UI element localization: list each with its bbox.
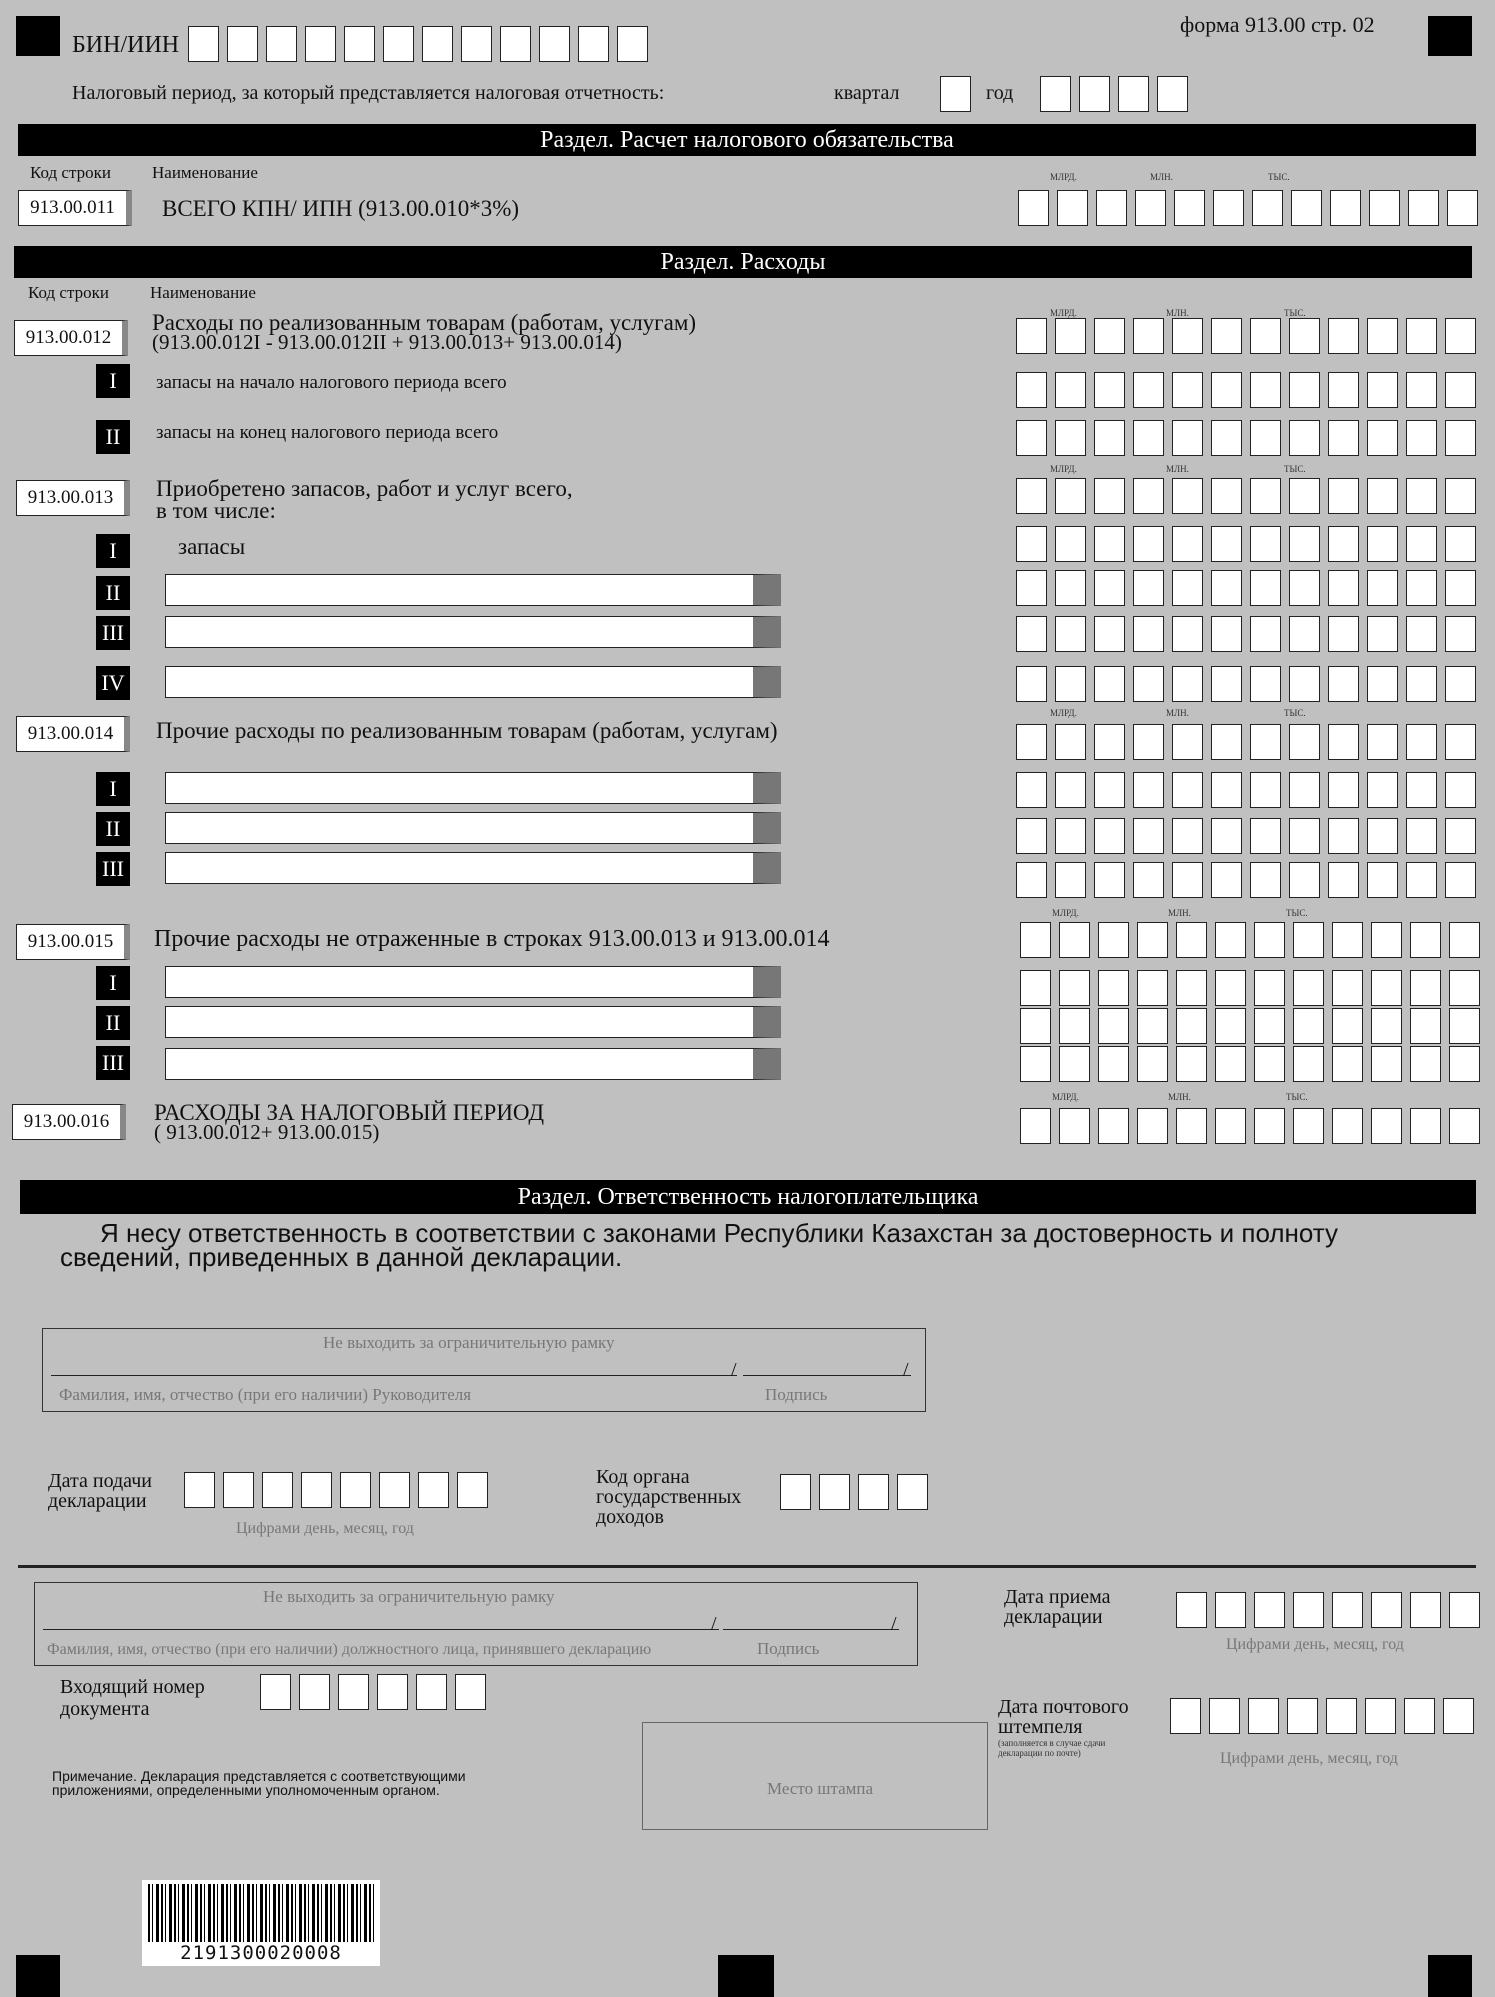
row-name-016-line1: РАСХОДЫ ЗА НАЛОГОВЫЙ ПЕРИОД	[154, 1100, 545, 1125]
date-submit-label-2: декларации	[48, 1490, 147, 1512]
amount-input-013-iv[interactable]	[1016, 666, 1484, 702]
text-input-014-ii[interactable]	[165, 812, 781, 844]
amount-input-013-ii[interactable]	[1016, 570, 1484, 606]
scale-tys-013: ТЫС.	[1284, 464, 1306, 474]
scale-tys-016: ТЫС.	[1286, 1092, 1308, 1102]
quarter-input[interactable]	[940, 76, 979, 112]
note-line-1: Примечание. Декларация представляется с соответствующими	[52, 1768, 466, 1784]
text-input-013-iii[interactable]	[165, 616, 781, 648]
roman-015-i: I	[96, 966, 130, 1000]
org-code-input[interactable]	[780, 1474, 936, 1510]
section-calc-title: Раздел. Расчет налогового обязательства	[18, 124, 1476, 156]
amount-input-012-ii[interactable]	[1016, 420, 1484, 456]
row-code-015: 913.00.015	[16, 924, 130, 960]
post-date-note-2: декларации по почте)	[998, 1748, 1081, 1758]
amount-input-015-iii[interactable]	[1020, 1046, 1488, 1082]
digits-note-3: Цифрами день, месяц, год	[1220, 1750, 1398, 1767]
text-input-014-i[interactable]	[165, 772, 781, 804]
row-name-013-line2: в том числе:	[156, 498, 276, 523]
amount-input-014-ii[interactable]	[1016, 818, 1484, 854]
amount-input-015-ii[interactable]	[1020, 1008, 1488, 1044]
frame2-fio-caption: Фамилия, имя, отчество (при его наличии) должностного лица, принявшего декларацию	[47, 1641, 652, 1658]
amount-input-013-iii[interactable]	[1016, 616, 1484, 652]
col-name-header: Наименование	[152, 163, 258, 182]
roman-015-iii: III	[96, 1046, 130, 1080]
incoming-number-label-2: документа	[60, 1698, 150, 1720]
roman-015-ii: II	[96, 1006, 130, 1040]
section-expenses-title: Раздел. Расходы	[14, 246, 1472, 278]
post-date-input[interactable]	[1170, 1698, 1482, 1734]
row-code-016: 913.00.016	[12, 1104, 126, 1140]
post-date-note-1: (заполняется в случае сдачи	[998, 1738, 1106, 1748]
amount-input-016[interactable]	[1020, 1108, 1488, 1144]
roman-014-iii: III	[96, 852, 130, 886]
text-input-015-iii[interactable]	[165, 1048, 781, 1080]
note-line-2: приложениями, определенными уполномоченным органом.	[52, 1782, 440, 1798]
stamp-area	[642, 1722, 988, 1830]
incoming-number-label-1: Входящий номер	[60, 1676, 205, 1698]
org-code-label-1: Код органа	[596, 1466, 690, 1488]
roman-012-ii: II	[96, 420, 130, 454]
quarter-label: квартал	[834, 82, 900, 104]
row-012-i-text: запасы на начало налогового периода всего	[156, 372, 507, 393]
scale-mlrd-014: МЛРД.	[1050, 708, 1077, 718]
amount-input-014-i[interactable]	[1016, 772, 1484, 808]
barcode	[142, 1880, 380, 1966]
row-012-ii-text: запасы на конец налогового периода всего	[156, 422, 499, 443]
roman-013-iii: III	[96, 616, 130, 650]
date-submit-label-1: Дата подачи	[48, 1470, 153, 1492]
frame1-note: Не выходить за ограничительную рамку	[323, 1333, 615, 1352]
text-input-013-iv[interactable]	[165, 666, 781, 698]
row-name-013-line1: Приобретено запасов, работ и услуг всего,	[156, 476, 573, 501]
resp-statement-line1: Я несу ответственность в соответствии с законами Республики Казахстан за достоверность и полноту	[100, 1218, 1339, 1248]
amount-input-012-i[interactable]	[1016, 372, 1484, 408]
bin-input[interactable]	[188, 26, 656, 62]
scale-mln-014: МЛН.	[1166, 708, 1189, 718]
scale-mlrd-012: МЛРД.	[1050, 308, 1077, 318]
col-code-header: Код строки	[30, 163, 111, 182]
scale-mlrd-015: МЛРД.	[1052, 908, 1079, 918]
col-name-header-2: Наименование	[150, 283, 256, 302]
row-name-012-line2: (913.00.012I - 913.00.012II + 913.00.013+ 913.00.014)	[152, 330, 622, 354]
receive-date-input[interactable]	[1176, 1592, 1488, 1628]
scale-mlrd-013: МЛРД.	[1050, 464, 1077, 474]
roman-013-ii: II	[96, 576, 130, 610]
head-signature-input[interactable]	[743, 1355, 911, 1376]
org-code-label-2: государственных	[596, 1486, 742, 1508]
date-recv-label-2: декларации	[1004, 1606, 1103, 1628]
date-recv-label-1: Дата приема	[1004, 1586, 1111, 1608]
frame1-sign-caption: Подпись	[765, 1385, 828, 1404]
col-code-header-2: Код строки	[28, 283, 109, 302]
org-code-label-3: доходов	[596, 1506, 664, 1528]
roman-012-i: I	[96, 364, 130, 398]
frame1-fio-caption: Фамилия, имя, отчество (при его наличии) Руководителя	[59, 1385, 472, 1404]
scale-mln-012: МЛН.	[1166, 308, 1189, 318]
amount-input-015[interactable]	[1020, 922, 1488, 958]
scale-mln-013: МЛН.	[1166, 464, 1189, 474]
head-signature-frame	[42, 1328, 926, 1412]
scale-tys-014: ТЫС.	[1284, 708, 1306, 718]
roman-013-iv: IV	[96, 666, 130, 700]
row-name-011: ВСЕГО КПН/ ИПН (913.00.010*3%)	[162, 196, 520, 221]
frame2-slash-2: /	[891, 1613, 897, 1635]
submit-date-input[interactable]	[184, 1472, 496, 1508]
amount-input-013[interactable]	[1016, 478, 1484, 514]
amount-input-015-i[interactable]	[1020, 970, 1488, 1006]
frame1-slash-1: /	[731, 1359, 737, 1381]
corner-marker-top-left	[16, 16, 60, 56]
corner-marker-bottom-center	[718, 1955, 774, 1997]
digits-note-2: Цифрами день, месяц, год	[1226, 1636, 1404, 1653]
scale-mln: МЛН.	[1150, 172, 1173, 182]
row-code-014: 913.00.014	[16, 716, 130, 752]
section-divider	[18, 1565, 1476, 1568]
year-input[interactable]	[1040, 76, 1196, 112]
scale-mln-016: МЛН.	[1168, 1092, 1191, 1102]
stamp-caption: Место штампа	[767, 1779, 874, 1798]
official-signature-frame	[34, 1582, 918, 1666]
row-name-014: Прочие расходы по реализованным товарам (работам, услугам)	[156, 718, 778, 743]
roman-013-i: I	[96, 534, 130, 568]
text-input-015-i[interactable]	[165, 966, 781, 998]
text-input-014-iii[interactable]	[165, 852, 781, 884]
roman-014-ii: II	[96, 812, 130, 846]
scale-mlrd: МЛРД.	[1050, 172, 1077, 182]
roman-014-i: I	[96, 772, 130, 806]
incoming-number-input[interactable]	[260, 1674, 494, 1710]
scale-tys-015: ТЫС.	[1286, 908, 1308, 918]
frame2-note: Не выходить за ограничительную рамку	[263, 1587, 555, 1606]
row-013-i-text: запасы	[178, 534, 246, 559]
barcode-bars	[148, 1884, 374, 1942]
post-date-label-1: Дата почтового	[998, 1696, 1129, 1718]
row-name-012-line1: Расходы по реализованным товарам (работам, услугам)	[152, 310, 697, 335]
amount-input-011[interactable]	[1018, 190, 1486, 226]
head-fio-input[interactable]	[51, 1355, 737, 1376]
section-resp-title: Раздел. Ответственность налогоплательщика	[20, 1180, 1476, 1214]
corner-marker-top-right	[1428, 16, 1472, 56]
scale-mlrd-016: МЛРД.	[1052, 1092, 1079, 1102]
year-label: год	[986, 82, 1014, 104]
scale-mln-015: МЛН.	[1168, 908, 1191, 918]
bin-label: БИН/ИИН	[72, 32, 180, 58]
text-input-013-ii[interactable]	[165, 574, 781, 606]
post-date-label-2: штемпеля	[998, 1716, 1083, 1738]
amount-input-012[interactable]	[1016, 318, 1484, 354]
frame1-slash-2: /	[903, 1359, 909, 1381]
corner-marker-bottom-right	[1428, 1955, 1472, 1997]
amount-input-013-i[interactable]	[1016, 526, 1484, 562]
row-name-016-line2: ( 913.00.012+ 913.00.015)	[154, 1120, 380, 1144]
text-input-015-ii[interactable]	[165, 1006, 781, 1038]
frame2-slash-1: /	[711, 1613, 717, 1635]
scale-tys-012: ТЫС.	[1284, 308, 1306, 318]
frame2-sign-caption: Подпись	[757, 1639, 820, 1658]
amount-input-014[interactable]	[1016, 724, 1484, 760]
amount-input-014-iii[interactable]	[1016, 862, 1484, 898]
barcode-number: 2191300020008	[180, 1942, 342, 1964]
row-code-011: 913.00.011	[18, 190, 132, 226]
row-code-013: 913.00.013	[16, 480, 130, 516]
period-text: Налоговый период, за который представляется налоговая отчетность:	[72, 82, 665, 104]
resp-statement-line2: сведений, приведенных в данной декларации.	[60, 1242, 623, 1272]
row-code-012: 913.00.012	[14, 320, 128, 356]
official-fio-input[interactable]	[43, 1609, 719, 1630]
digits-note-1: Цифрами день, месяц, год	[236, 1520, 414, 1537]
corner-marker-bottom-left	[16, 1955, 60, 1997]
scale-tys: ТЫС.	[1268, 172, 1290, 182]
official-signature-input[interactable]	[723, 1609, 899, 1630]
row-name-015: Прочие расходы не отраженные в строках 913.00.013 и 913.00.014	[154, 926, 830, 952]
form-number: форма 913.00 стр. 02	[1180, 12, 1375, 37]
